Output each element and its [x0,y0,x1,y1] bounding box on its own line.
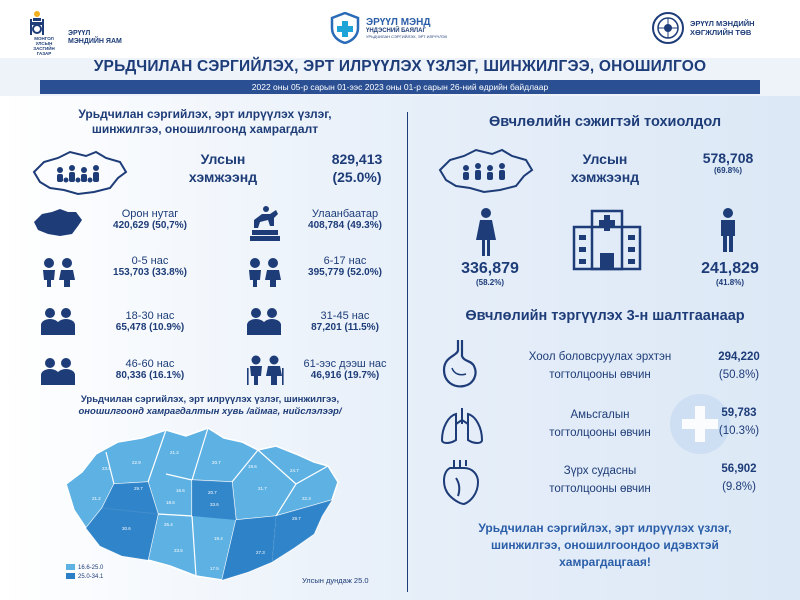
center-name-line2: ХӨГЖЛИЙН ТӨВ [690,28,752,37]
stat-value: 395,779 (52.0%) [308,267,382,278]
mongolia-people-map-icon [30,148,130,198]
female-icon [474,208,498,256]
stomach-icon [440,338,480,390]
coverage-heading-line2: шинжилгээ, оношилгоонд хамрагдалт [91,122,319,136]
map-value: 25.4 [164,522,173,527]
ministry-logo [26,10,122,56]
cause-pct: (9.8%) [722,481,756,493]
map-value: 21.2 [92,496,101,501]
middle-aged-icon [38,357,78,385]
stat-age-0-5 [90,255,210,278]
shield-cross-icon [330,12,360,44]
header-bar [0,0,800,58]
stat-label: 46-60 нас [125,358,175,370]
stat-label: 31-45 нас [320,310,370,322]
map-title-line1: Урьдчилан сэргийлэх, эрт илрүүлэх үзлэг, шинжилгээ, [80,394,340,405]
stat-age-46-60 [90,358,210,381]
map-value: 23.5 [174,548,183,553]
map-value: 18.6 [166,500,175,505]
map-value: 16.6 [176,488,185,493]
elderly-icon [244,354,286,386]
stat-value: 408,784 (49.3%) [308,220,382,231]
cause-respiratory-value [704,404,774,440]
map-value: 33.6 [210,502,219,507]
cause-label-line2: тогтолцооны өвчин [549,427,651,439]
stat-label: 6-17 нас [323,255,367,267]
mongolia-people-map-icon-right [436,146,536,194]
ministry-name-line2: МЭНДИЙН ЯАМ [68,38,122,45]
legend-high [66,573,103,582]
stat-age-6-17 [290,255,400,278]
cause-value: 56,902 [721,463,757,475]
stat-value: 153,703 (33.8%) [113,267,187,278]
center-logo [652,12,755,44]
coverage-heading [40,107,370,137]
cta-line3: хамрагдацгаая! [559,555,651,569]
equestrian-statue-icon [248,204,282,242]
campaign-title: ЭРҮҮЛ МЭНД [366,17,431,28]
map-legend [66,564,103,582]
cause-digestive-value [704,348,774,384]
top-causes-heading: Өвчлөлийн тэргүүлэх 3-н шалтгаанаар [465,308,745,324]
map-value: 24.7 [290,468,299,473]
map-value: 21.2 [170,450,179,455]
national-average: Улсын дундаж 25.0 [302,576,369,585]
national-pct-left: (25.0%) [332,169,382,185]
cause-label-line1: Зүрх судасны [563,465,637,477]
national-label-l1: Улсын [200,151,246,167]
stat-label: Улаанбаатар [311,208,379,220]
national-label-l2: хэмжээнд [188,169,258,185]
cause-pct: (50.8%) [718,369,760,381]
map-title-line2: оношилгоонд хамрагдалтын хувь /аймаг, нийслэлээр/ [78,406,342,417]
map-value: 30.6 [122,526,131,531]
male-icon [718,208,738,252]
map-value: 23.6 [102,466,111,471]
map-value: 27.3 [256,550,265,555]
stat-value: 46,916 (19.7%) [310,370,380,381]
national-value-left: 829,413 [331,151,383,167]
legend-label-high: 25.0-34.1 [78,574,104,580]
suspected-cases-heading: Өвчлөлийн сэжигтэй тохиолдол [488,114,722,130]
cause-label-line1: Амьсгалын [570,409,630,421]
cause-respiratory [500,406,700,442]
map-value: 20.7 [212,460,221,465]
cause-label-line2: тогтолцооны өвчин [549,369,651,381]
ministry-name-line1: ЭРҮҮЛ [68,30,91,37]
national-label-left [178,150,268,186]
legend-swatch-high [66,573,75,579]
national-pct-right: (69.8%) [713,166,742,175]
young-adults-icon [38,307,78,335]
lungs-icon [440,406,484,446]
cause-pct: (10.3%) [718,425,760,437]
national-total-right [688,150,768,175]
national-value-right: 578,708 [702,150,754,166]
map-value: 19.6 [248,464,257,469]
stat-ulaanbaatar [290,208,400,231]
legend-low [66,564,103,573]
stat-countryside [90,208,210,231]
stat-value: 65,478 (10.9%) [115,322,185,333]
national-total-left [312,150,402,186]
cause-cardiovascular [500,462,700,498]
female-value: 336,879 [461,260,519,277]
male-value: 241,829 [701,260,759,277]
cta-line2: шинжилгээ, оношилгоондоо идэвхтэй [491,538,719,552]
legend-label-low: 16.6-25.0 [78,565,104,571]
health-center-seal-icon [652,12,684,44]
female-stat [450,260,530,287]
male-stat [690,260,770,287]
countryside-map-icon [32,208,84,238]
map-title [40,394,380,418]
stat-value: 420,629 (50,7%) [113,220,187,231]
stat-age-31-45 [290,310,400,333]
cause-value: 59,783 [721,407,757,419]
stat-value: 80,336 (16.1%) [115,370,185,381]
national-label-r1: Улсын [582,151,628,167]
stat-age-18-30 [90,310,210,333]
map-value: 29.7 [292,516,301,521]
female-pct: (58.2%) [475,278,504,287]
map-value: 19.4 [214,536,223,541]
stat-label: 0-5 нас [131,255,169,267]
column-divider [407,112,408,592]
stat-label: 61-ээс дээш нас [303,358,387,370]
call-to-action [420,520,790,571]
campaign-logo [330,12,447,44]
cause-label-line1: Хоол боловсруулах эрхтэн [528,351,672,363]
map-value: 20.7 [208,490,217,495]
map-value: 22.9 [132,460,141,465]
map-value: 22.3 [302,496,311,501]
cause-value: 294,220 [718,351,760,363]
teens-icon [244,256,284,288]
heart-icon [440,458,480,506]
national-label-r2: хэмжээнд [570,169,640,185]
legend-swatch-low [66,564,75,570]
aimag-choropleth-map [62,424,362,582]
campaign-sub2: УРЬДЧИЛАН СЭРГИЙЛЭХ, ЭРТ ИЛРҮҮЛЭХ [366,34,448,39]
stat-age-61-plus [290,358,400,381]
campaign-sub1: ҮНДЭСНИЙ БАЯЛАГ [366,28,426,34]
cause-label-line2: тогтолцооны өвчин [549,483,651,495]
cause-digestive [500,348,700,384]
soyombo-emblem-icon [26,10,48,36]
map-value: 21.7 [258,486,267,491]
children-icon [38,256,78,288]
coverage-heading-line1: Урьдчилан сэргийлэх, эрт илрүүлэх үзлэг, [78,107,332,121]
gov-caption: МОНГОЛ УЛСЫН ЗАСГИЙН ГАЗАР [33,36,55,56]
adults-icon [244,307,284,335]
stat-value: 87,201 (11.5%) [311,322,379,333]
hospital-icon [570,205,644,271]
page-title: УРЬДЧИЛАН СЭРГИЙЛЭХ, ЭРТ ИЛРҮҮЛЭХ ҮЗЛЭГ, ШИНЖИЛГЭЭ, ОНОШИЛГОО [93,58,707,75]
stat-label: 18-30 нас [125,310,175,322]
stat-label: Орон нутаг [121,208,179,220]
map-value: 29.7 [134,486,143,491]
national-label-right [560,150,650,186]
map-value: 17.5 [210,566,219,571]
cta-line1: Урьдчилан сэргийлэх, эрт илрүүлэх үзлэг, [478,521,732,535]
cause-cardiovascular-value [704,460,774,496]
center-name-line1: ЭРҮҮЛ МЭНДИЙН [690,19,755,28]
date-band: 2022 оны 05-р сарын 01-ээс 2023 оны 01-р сарын 26-ний өдрийн байдлаар [40,80,760,94]
male-pct: (41.8%) [715,278,744,287]
